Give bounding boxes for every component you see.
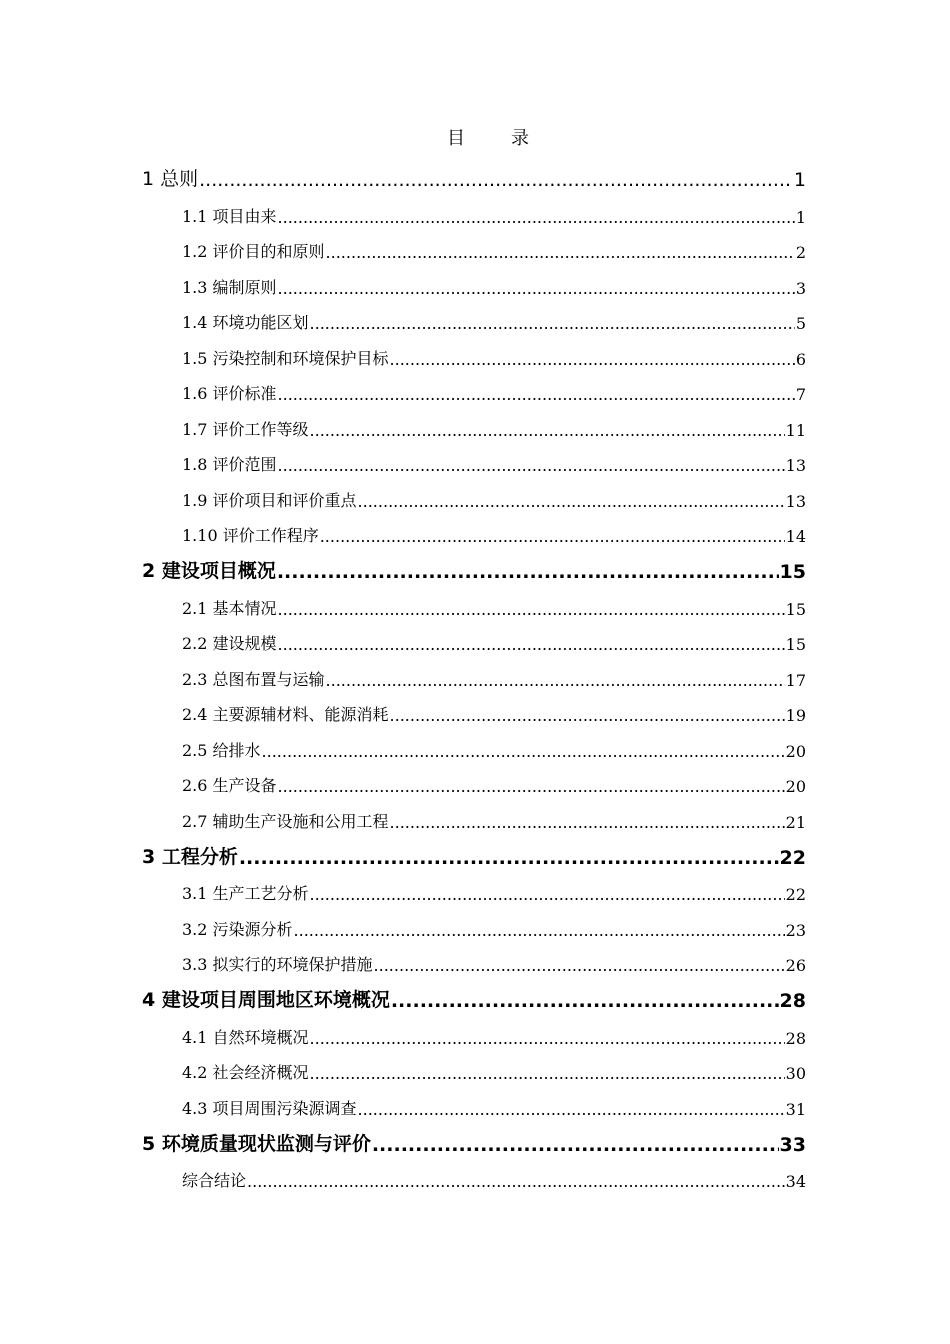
toc-entry-label: 1.9 评价项目和评价重点 xyxy=(182,490,357,510)
toc-entry-page-number: 22 xyxy=(779,846,806,869)
toc-dot-leader xyxy=(326,671,785,690)
toc-section-entry[interactable] xyxy=(142,619,806,655)
toc-section-entry[interactable] xyxy=(142,869,806,905)
toc-section-entry[interactable] xyxy=(142,369,806,405)
page-title: 目 录 xyxy=(447,128,543,149)
toc-chapter-entry[interactable] xyxy=(142,154,806,191)
toc-section-entry[interactable] xyxy=(142,761,806,797)
toc-chapter-entry[interactable] xyxy=(142,1119,806,1156)
toc-dot-leader xyxy=(310,1029,785,1048)
toc-entry-label: 1.8 评价范围 xyxy=(182,455,277,474)
toc-entry-label: 4.2 社会经济概况 xyxy=(182,1063,309,1082)
toc-section-entry[interactable] xyxy=(142,796,806,832)
toc-entry-page-number: 15 xyxy=(785,599,806,619)
toc-entry-label: 1.4 环境功能区划 xyxy=(182,313,309,332)
toc-section-entry[interactable] xyxy=(142,404,806,440)
toc-entry-label: 3 工程分析 xyxy=(142,845,238,868)
toc-chapter-entry[interactable] xyxy=(142,832,806,869)
toc-entry-page-number: 1 xyxy=(795,207,806,227)
toc-dot-leader xyxy=(199,169,793,191)
toc-dot-leader xyxy=(278,600,785,619)
toc-entry-label: 1.6 评价标准 xyxy=(182,384,277,403)
toc-section-entry[interactable] xyxy=(142,690,806,726)
toc-section-entry[interactable] xyxy=(142,475,806,511)
toc-entry-label: 2.2 建设规模 xyxy=(182,634,277,653)
toc-entry-label: 2 建设项目概况 xyxy=(142,560,276,582)
toc-entry-page-number: 30 xyxy=(785,1064,806,1083)
toc-section-entry[interactable] xyxy=(142,262,806,298)
toc-dot-leader xyxy=(372,1134,779,1156)
toc-dot-leader xyxy=(390,813,785,832)
toc-section-entry[interactable] xyxy=(142,904,806,940)
toc-dot-leader xyxy=(247,1172,785,1191)
toc-dot-leader xyxy=(310,1064,785,1083)
toc-dot-leader xyxy=(310,885,785,904)
toc-dot-leader xyxy=(374,956,785,975)
toc-section-entry[interactable] xyxy=(142,1156,806,1192)
toc-section-entry[interactable] xyxy=(142,227,806,263)
toc-entry-label: 4.3 项目周围污染源调查 xyxy=(182,1098,357,1118)
toc-dot-leader xyxy=(262,742,785,761)
toc-entry-label: 1.5 污染控制和环境保护目标 xyxy=(182,348,389,368)
toc-dot-leader xyxy=(278,208,795,227)
toc-entry-page-number: 15 xyxy=(785,635,806,654)
toc-dot-leader xyxy=(278,279,795,298)
toc-entry-page-number: 21 xyxy=(785,812,806,832)
toc-entry-label: 2.1 基本情况 xyxy=(182,598,277,618)
toc-entry-page-number: 19 xyxy=(785,706,806,725)
toc-entry-label: 1.2 评价目的和原则 xyxy=(182,242,325,261)
toc-entry-page-number: 14 xyxy=(785,527,806,546)
toc-entry-page-number: 1 xyxy=(793,169,806,191)
toc-entry-label: 1.1 项目由来 xyxy=(182,206,277,226)
toc-section-entry[interactable] xyxy=(142,940,806,976)
toc-entry-label: 1 总则 xyxy=(142,168,199,190)
toc-dot-leader xyxy=(294,921,785,940)
toc-dot-leader xyxy=(278,385,795,404)
toc-section-entry[interactable] xyxy=(142,191,806,227)
toc-section-entry[interactable] xyxy=(142,654,806,690)
toc-entry-page-number: 17 xyxy=(785,670,806,690)
toc-dot-leader xyxy=(239,847,779,869)
toc-entry-page-number: 11 xyxy=(785,420,806,440)
toc-entry-label: 2.4 主要源辅材料、能源消耗 xyxy=(182,705,389,724)
toc-dot-leader xyxy=(358,1100,785,1119)
toc-dot-leader xyxy=(326,243,795,262)
toc-entry-page-number: 2 xyxy=(795,243,806,262)
toc-entry-label: 1.3 编制原则 xyxy=(182,277,277,297)
toc-dot-leader xyxy=(391,990,779,1012)
toc-section-entry[interactable] xyxy=(142,440,806,476)
toc-entry-page-number: 7 xyxy=(795,385,806,404)
toc-section-entry[interactable] xyxy=(142,583,806,619)
toc-entry-label: 1.10 评价工作程序 xyxy=(182,526,319,545)
toc-entry-page-number: 31 xyxy=(785,1099,806,1119)
toc-entry-page-number: 20 xyxy=(785,741,806,761)
toc-dot-leader xyxy=(278,635,785,654)
toc-chapter-entry[interactable] xyxy=(142,975,806,1012)
toc-section-entry[interactable] xyxy=(142,725,806,761)
toc-entry-page-number: 34 xyxy=(785,1172,806,1191)
toc-entry-page-number: 28 xyxy=(785,1028,806,1048)
toc-section-entry[interactable] xyxy=(142,333,806,369)
toc-entry-label: 4 建设项目周围地区环境概况 xyxy=(142,989,390,1011)
toc-entry-page-number: 6 xyxy=(795,349,806,369)
toc-entry-label: 2.3 总图布置与运输 xyxy=(182,669,325,689)
toc-dot-leader xyxy=(390,350,795,369)
toc-entry-label: 3.2 污染源分析 xyxy=(182,919,293,939)
toc-section-entry[interactable] xyxy=(142,511,806,547)
toc-entry-page-number: 28 xyxy=(779,990,806,1012)
toc-dot-leader xyxy=(278,777,785,796)
toc-dot-leader xyxy=(320,527,785,546)
toc-dot-leader xyxy=(310,314,795,333)
toc-section-entry[interactable] xyxy=(142,1012,806,1048)
toc-entry-label: 2.6 生产设备 xyxy=(182,776,277,795)
toc-entry-label: 4.1 自然环境概况 xyxy=(182,1027,309,1047)
toc-chapter-entry[interactable] xyxy=(142,546,806,583)
toc-dot-leader xyxy=(278,456,785,475)
toc-dot-leader xyxy=(310,421,785,440)
toc-entry-label: 3.3 拟实行的环境保护措施 xyxy=(182,955,373,974)
toc-dot-leader xyxy=(358,492,785,511)
toc-entry-label: 2.7 辅助生产设施和公用工程 xyxy=(182,811,389,831)
toc-entry-page-number: 22 xyxy=(785,885,806,904)
toc-entry-page-number: 26 xyxy=(785,956,806,975)
toc-entry-label: 2.5 给排水 xyxy=(182,740,261,760)
toc-dot-leader xyxy=(390,706,785,725)
toc-entry-page-number: 23 xyxy=(785,920,806,940)
toc-entry-page-number: 13 xyxy=(785,456,806,475)
toc-section-entry[interactable] xyxy=(142,1083,806,1119)
toc-entry-page-number: 5 xyxy=(795,314,806,333)
toc-entry-label: 综合结论 xyxy=(182,1171,247,1190)
toc-entry-label: 1.7 评价工作等级 xyxy=(182,419,309,439)
toc-entry-label: 5 环境质量现状监测与评价 xyxy=(142,1132,371,1155)
toc-section-entry[interactable] xyxy=(142,298,806,334)
toc-section-entry[interactable] xyxy=(142,1048,806,1084)
toc-dot-leader xyxy=(277,561,779,583)
toc-entry-page-number: 33 xyxy=(779,1133,806,1156)
toc-entry-page-number: 3 xyxy=(795,278,806,298)
toc-entry-page-number: 13 xyxy=(785,491,806,511)
table-of-contents xyxy=(142,154,806,1191)
toc-entry-page-number: 20 xyxy=(785,777,806,796)
toc-entry-page-number: 15 xyxy=(779,561,806,583)
toc-entry-label: 3.1 生产工艺分析 xyxy=(182,884,309,903)
